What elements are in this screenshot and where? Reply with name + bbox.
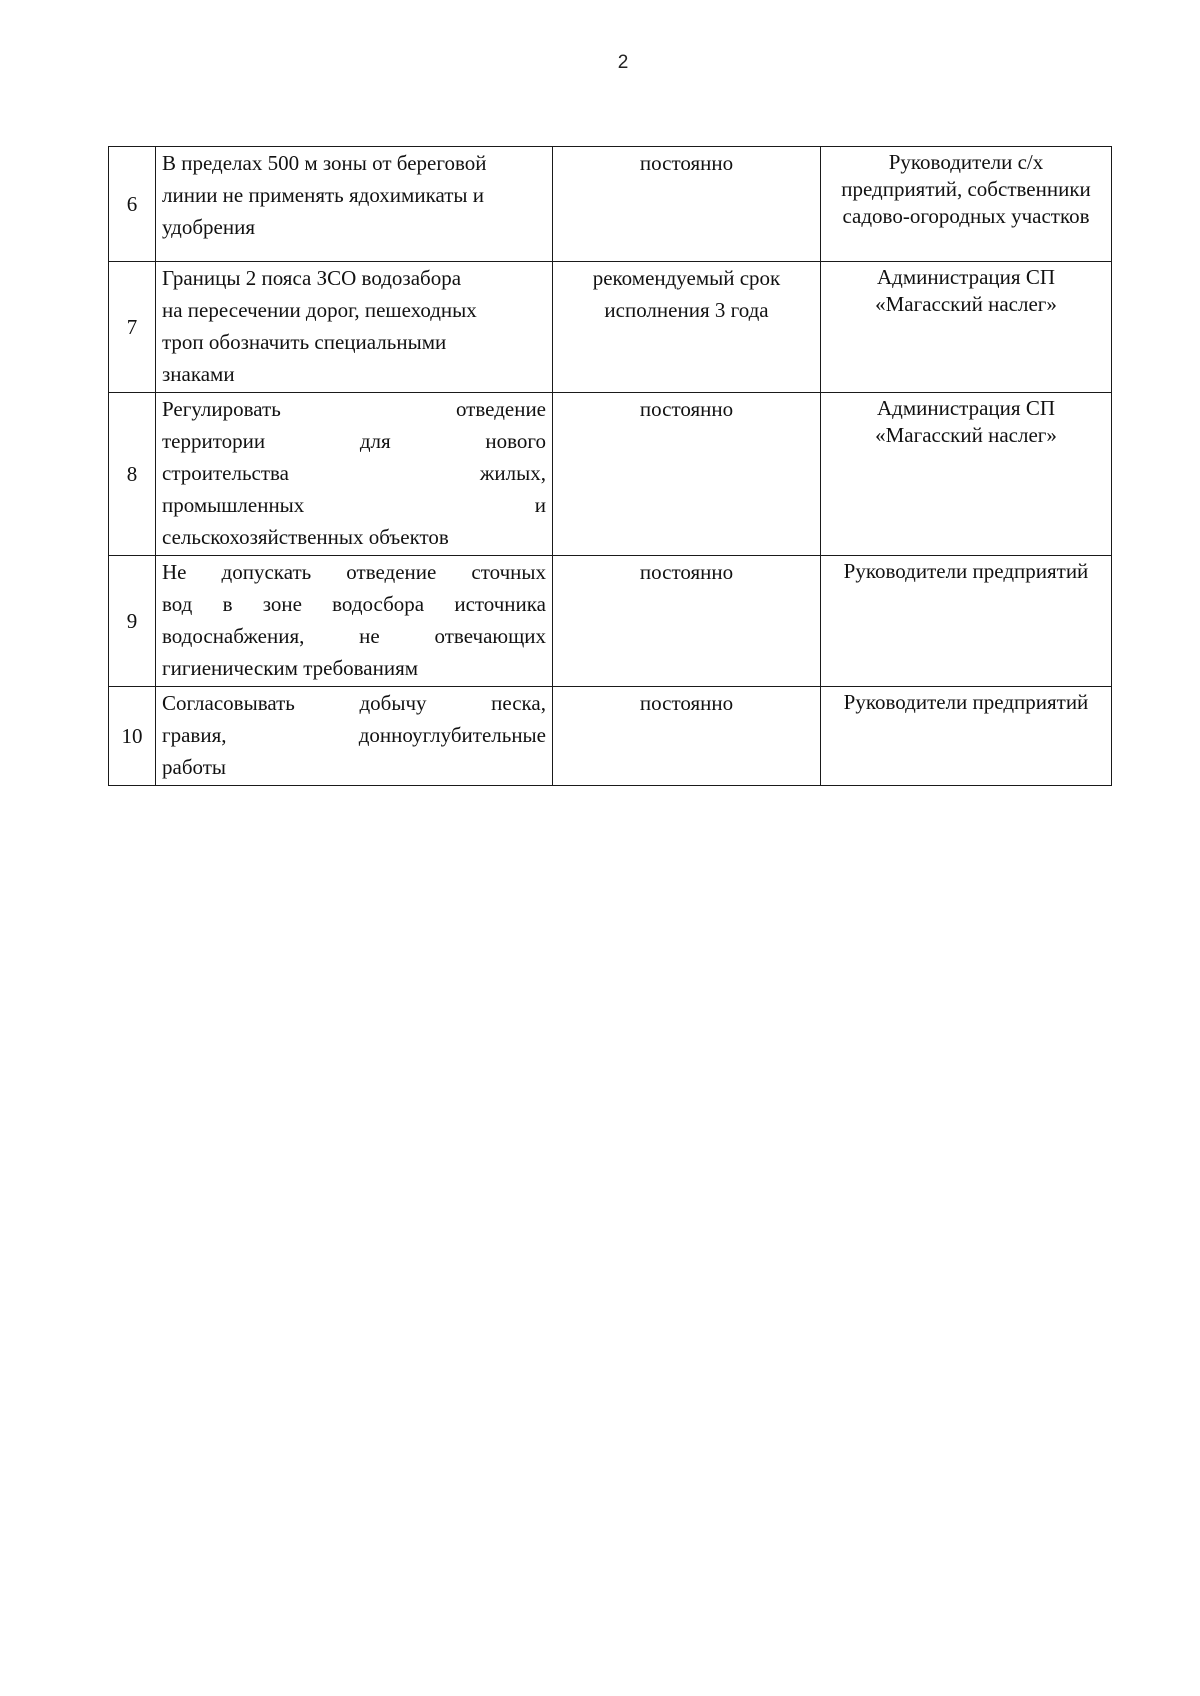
measure-line: водоснабжения, не отвечающих: [162, 624, 546, 648]
measure-line: территории для нового: [162, 429, 546, 453]
row-number: 8: [109, 393, 156, 556]
measure-line: работы: [162, 755, 227, 779]
table-row: [109, 556, 1112, 687]
measure-cell: [156, 262, 553, 393]
measures-table: [108, 146, 1112, 786]
measure-cell: [156, 147, 553, 262]
page-number: 2: [617, 52, 629, 73]
measure-line: Не допускать отведение сточных: [162, 560, 546, 584]
measure-cell: [156, 687, 553, 786]
measure-line: удобрения: [162, 215, 256, 239]
responsible-cell: Администрация СП «Магасский наслег»: [821, 393, 1112, 556]
term-cell: постоянно: [553, 687, 821, 786]
measure-line: Регулировать отведение: [162, 397, 546, 421]
measure-line: гравия, донноуглубительные: [162, 723, 546, 747]
measure-line: Границы 2 пояса ЗСО водозабора: [162, 266, 462, 290]
row-number: 7: [109, 262, 156, 393]
table-row: [109, 687, 1112, 786]
row-number: 9: [109, 556, 156, 687]
measure-line: гигиеническим требованиям: [162, 656, 419, 680]
measure-line: троп обозначить специальными: [162, 330, 447, 354]
responsible-cell: Руководители предприятий: [821, 687, 1112, 786]
measure-line: знаками: [162, 362, 235, 386]
measure-cell: [156, 393, 553, 556]
table-row: [109, 393, 1112, 556]
table-row: [109, 262, 1112, 393]
term-cell: постоянно: [553, 556, 821, 687]
measure-line: на пересечении дорог, пешеходных: [162, 298, 477, 322]
term-cell: постоянно: [553, 147, 821, 262]
measure-line: сельскохозяйственных объектов: [162, 525, 449, 549]
measure-line: В пределах 500 м зоны от береговой: [162, 151, 487, 175]
row-number: 10: [109, 687, 156, 786]
responsible-cell: Администрация СП «Магасский наслег»: [821, 262, 1112, 393]
responsible-cell: Руководители предприятий: [821, 556, 1112, 687]
measure-line: Согласовывать добычу песка,: [162, 691, 546, 715]
term-cell: постоянно: [553, 393, 821, 556]
measure-line: строительства жилых,: [162, 461, 546, 485]
measure-line: вод в зоне водосбора источника: [162, 592, 546, 616]
responsible-cell: Руководители с/х предприятий, собственники садово-огородных участков: [821, 147, 1112, 262]
measure-line: линии не применять ядохимикаты и: [162, 183, 485, 207]
measure-cell: [156, 556, 553, 687]
row-number: 6: [109, 147, 156, 262]
term-cell: рекомендуемый срок исполнения 3 года: [553, 262, 821, 393]
table-row: [109, 147, 1112, 262]
measure-line: промышленных и: [162, 493, 546, 517]
